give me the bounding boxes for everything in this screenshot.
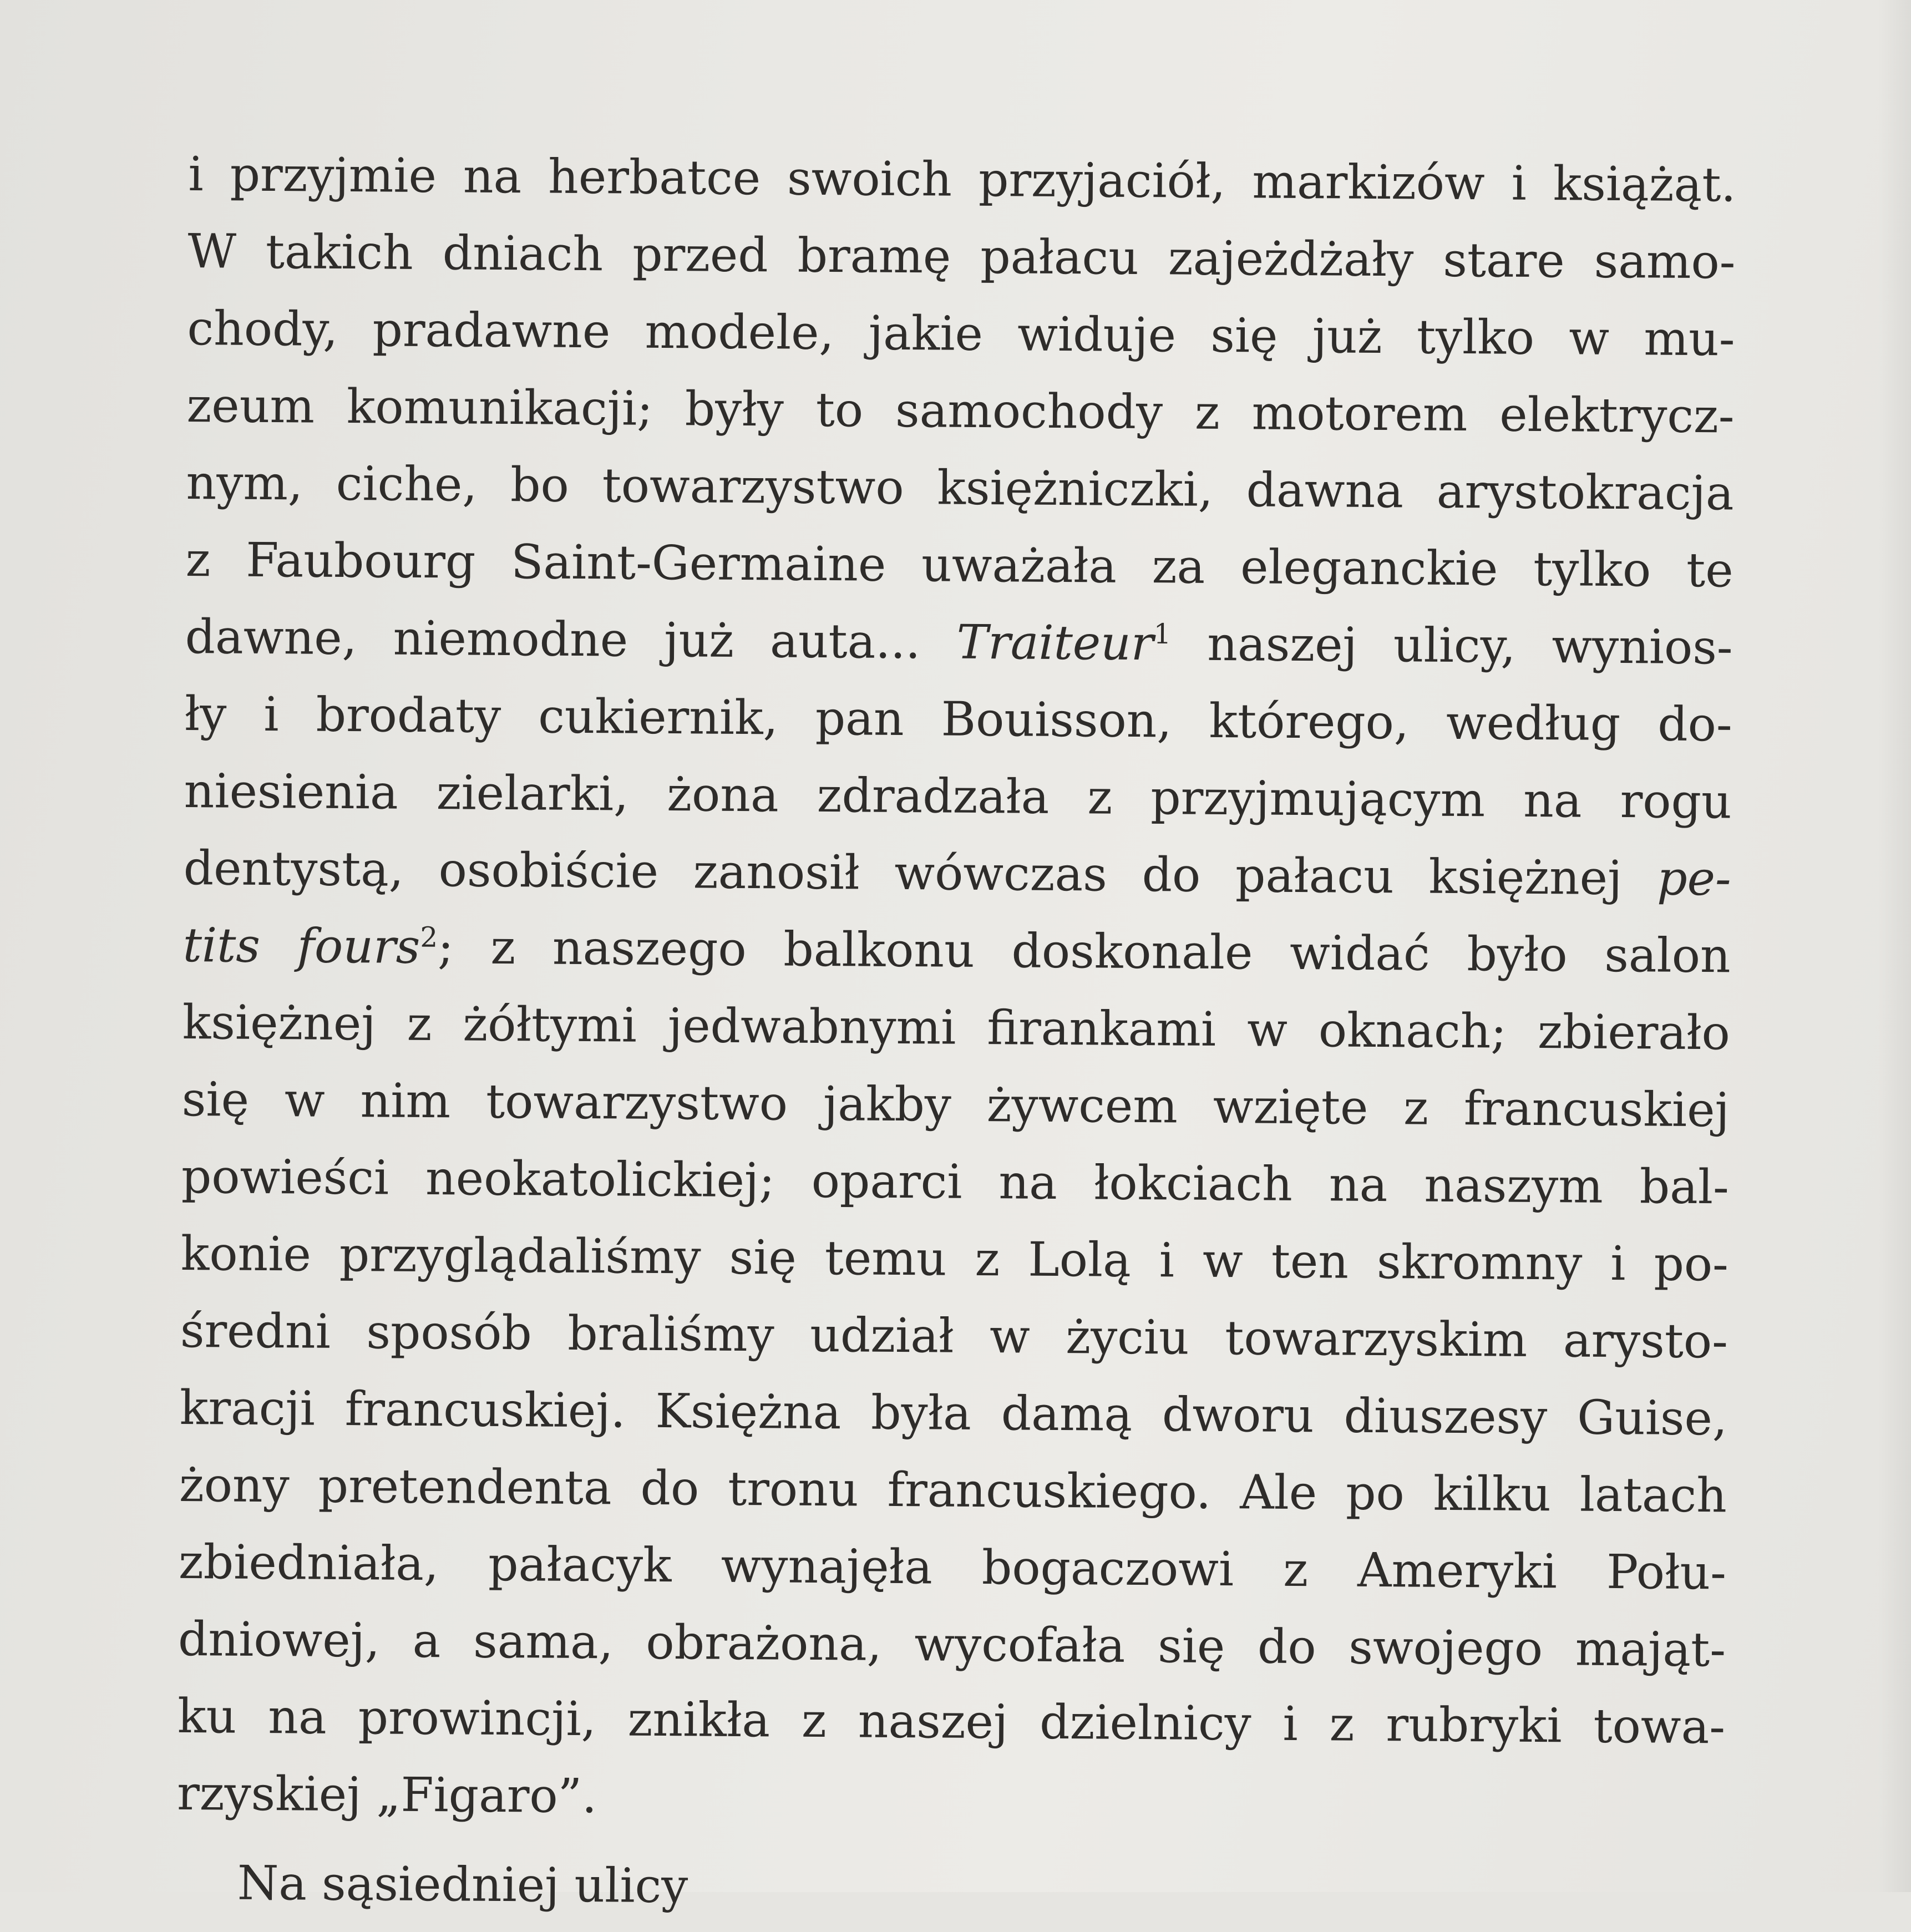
text-line-17: kracji francuskiej. Księżna była damą dworu diuszesy Guise, (179, 1380, 1728, 1447)
text-line-4: zeum komunikacji; były to samochody z motorem elektrycz- (186, 378, 1735, 444)
text-fragment: ; z naszego balkonu doskonale widać było salon (437, 920, 1731, 984)
text-fragment: naszej ulicy, wynios- (1170, 616, 1733, 676)
text-line-16: średni sposób braliśmy udział w życiu towarzyskim arysto- (180, 1303, 1728, 1370)
text-fragment: dentystą, osobiście zanosił wówczas do pałacu księżnej (183, 840, 1657, 906)
text-line-15: konie przyglądaliśmy się temu z Lolą i w ten skromny i po- (180, 1226, 1729, 1292)
text-line-3: chody, pradawne modele, jakie widuje się już tylko w mu- (187, 301, 1735, 367)
text-line-22: rzyskiej „Figaro”. (176, 1766, 597, 1824)
italic-term-petits-fours-end: tits fours (183, 917, 420, 975)
text-line-1: i przyjmie na herbatce swoich przyjaciół, markizów i książąt. (188, 146, 1736, 213)
text-line-9: niesienia zielarki, żona zdradzała z przyjmującym na rogu (184, 763, 1732, 830)
italic-term-petits-fours-start: pe- (1656, 851, 1732, 907)
text-line-20: dniowej, a sama, obrażona, wycofała się do swojego mająt- (178, 1611, 1726, 1678)
footnote-marker-1: 1 (1153, 617, 1172, 651)
text-line-14: powieści neokatolickiej; oparci na łokciach na naszym bal- (181, 1149, 1730, 1215)
text-line-6: z Faubourg Saint-Germaine uważała za eleganckie tylko te (185, 532, 1733, 599)
footnote-marker-2: 2 (420, 921, 438, 954)
body-text (176, 136, 1736, 1914)
italic-term-traiteur: Traiteur (956, 615, 1154, 672)
text-line-21: ku na prowincji, znikła z naszej dzielnicy i z rubryki towa- (177, 1688, 1726, 1755)
text-line-2: W takich dniach przed bramę pałacu zajeżdżały stare samo- (187, 224, 1736, 290)
text-line-13: się w nim towarzystwo jakby żywcem wzięte z francuskiej (181, 1072, 1730, 1138)
text-line-12: księżnej z żółtymi jedwabnymi firankami w oknach; zbierało (182, 995, 1731, 1061)
text-line-7 (185, 599, 1733, 686)
text-line-11 (183, 907, 1731, 995)
page-edge-shadow (1878, 0, 1911, 1892)
text-line-19: zbiedniała, pałacyk wynajęła bogaczowi z Ameryki Połu- (178, 1534, 1727, 1601)
text-line-10 (183, 830, 1731, 917)
text-fragment: Na sąsiedniej ulicy (237, 1855, 688, 1914)
text-line-5: nym, ciche, bo towarzystwo księżniczki, dawna arystokracja (186, 455, 1734, 521)
text-line-8: ły i brodaty cukiernik, pan Bouisson, którego, według do- (184, 686, 1732, 753)
text-fragment: dawne, niemodne już auta... (185, 609, 957, 670)
text-line-18: żony pretendenta do tronu francuskiego. Ale po kilku latach (179, 1457, 1727, 1524)
